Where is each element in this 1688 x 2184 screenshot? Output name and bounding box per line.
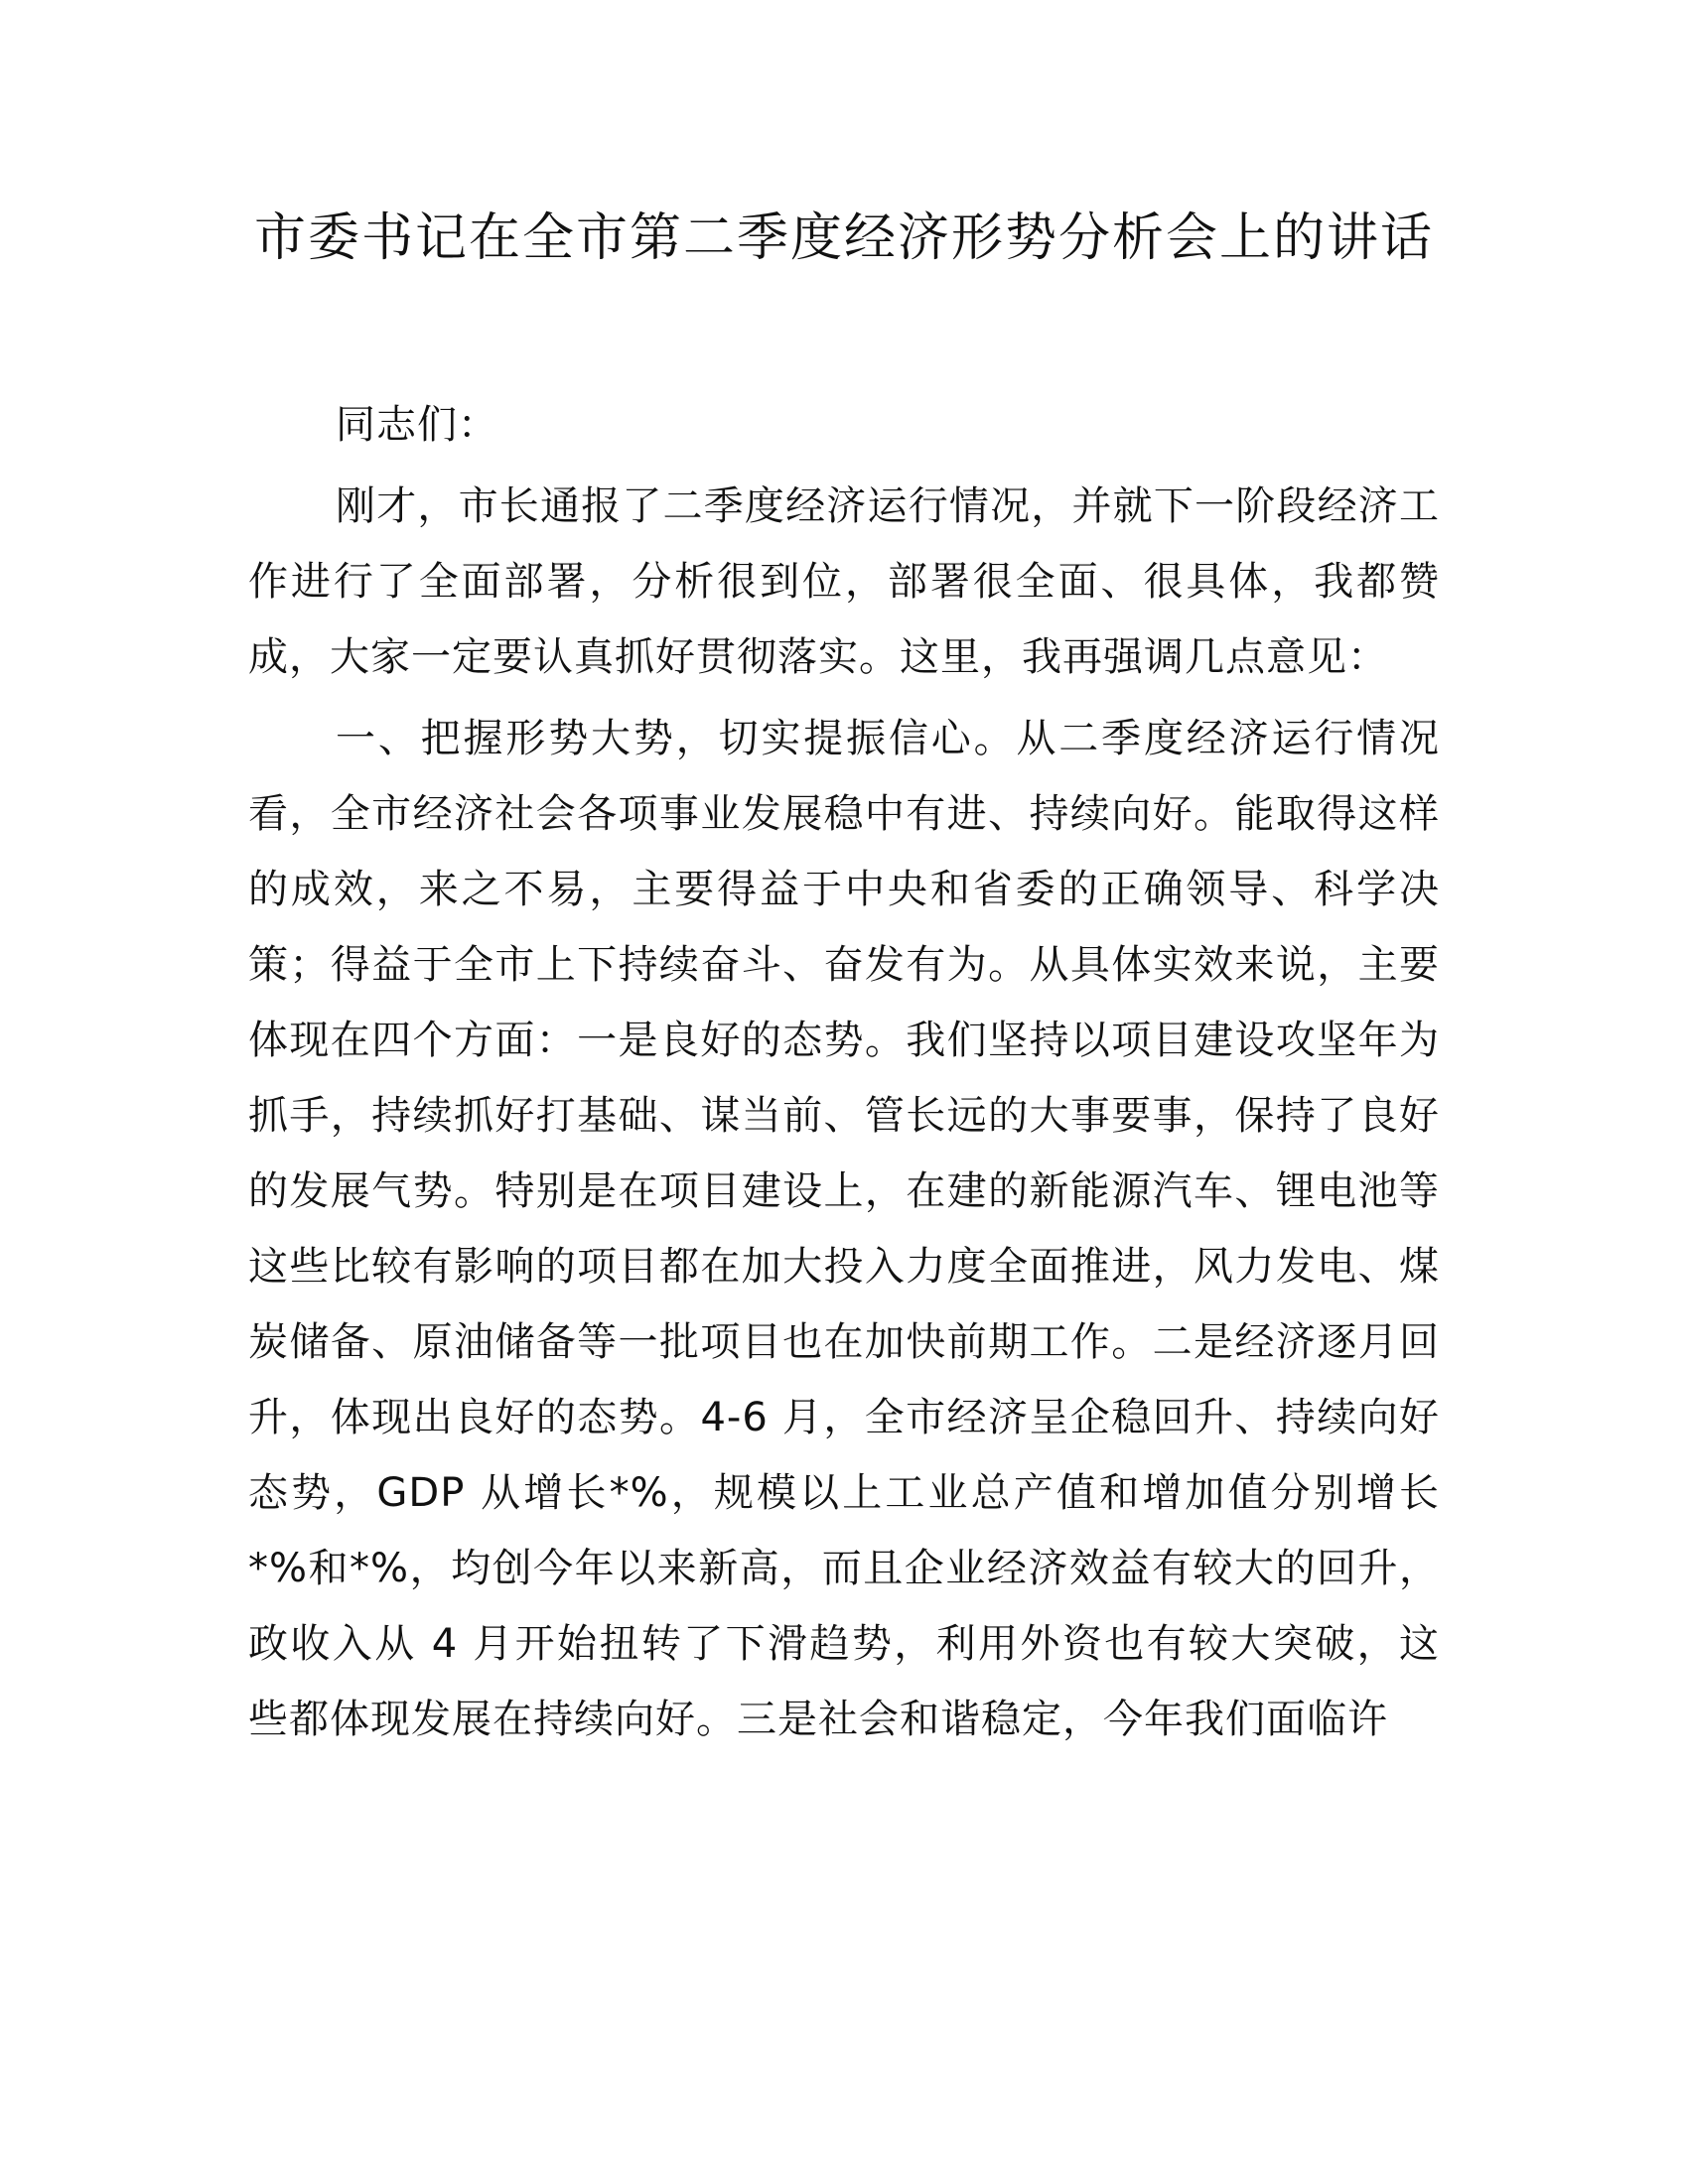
section-one-paragraph: 一、把握形势大势，切实提振信心。从二季度经济运行情况看，全市经济社会各项事业发展稳中有进、持续向好。能取得这样的成效，来之不易，主要得益于中央和省委的正确领导、科学决策；得益于全市上下持续奋斗、奋发有为。从具体实效来说，主要体现在四个方面：一是良好的态势。我们坚持以项目建设攻坚年为抓手，持续抓好打基础、谋当前、管长远的大事要事，保持了良好的发展气势。特别是在项目建设上，在建的新能源汽车、锂电池等这些比较有影响的项目都在加大投入力度全面推进，风力发电、煤炭储备、原油储备等一批项目也在加快前期工作。二是经济逐月回升，体现出良好的态势。4-6 月，全市经济呈企稳回升、持续向好态势，GDP 从增长*%，规模以上工业总产值和增加值分别增长*%和*%，均创今年以来新高，而且企业经济效益有较大的回升，政收入从 4 月开始扭转了下滑趋势，利用外资也有较大突破，这些都体现发展在持续向好。三是社会和谐稳定，今年我们面临许 bbox=[248, 716, 1440, 1742]
document-body bbox=[248, 387, 1440, 1757]
greeting-paragraph: 同志们： bbox=[336, 402, 498, 448]
intro-paragraph: 刚才，市长通报了二季度经济运行情况，并就下一阶段经济工作进行了全面部署，分析很到位，部署很全面、很具体，我都赞成，大家一定要认真抓好贯彻落实。这里，我再强调几点意见： bbox=[248, 483, 1440, 680]
document-title: 市委书记在全市第二季度经济形势分析会上的讲话 bbox=[253, 208, 1434, 268]
